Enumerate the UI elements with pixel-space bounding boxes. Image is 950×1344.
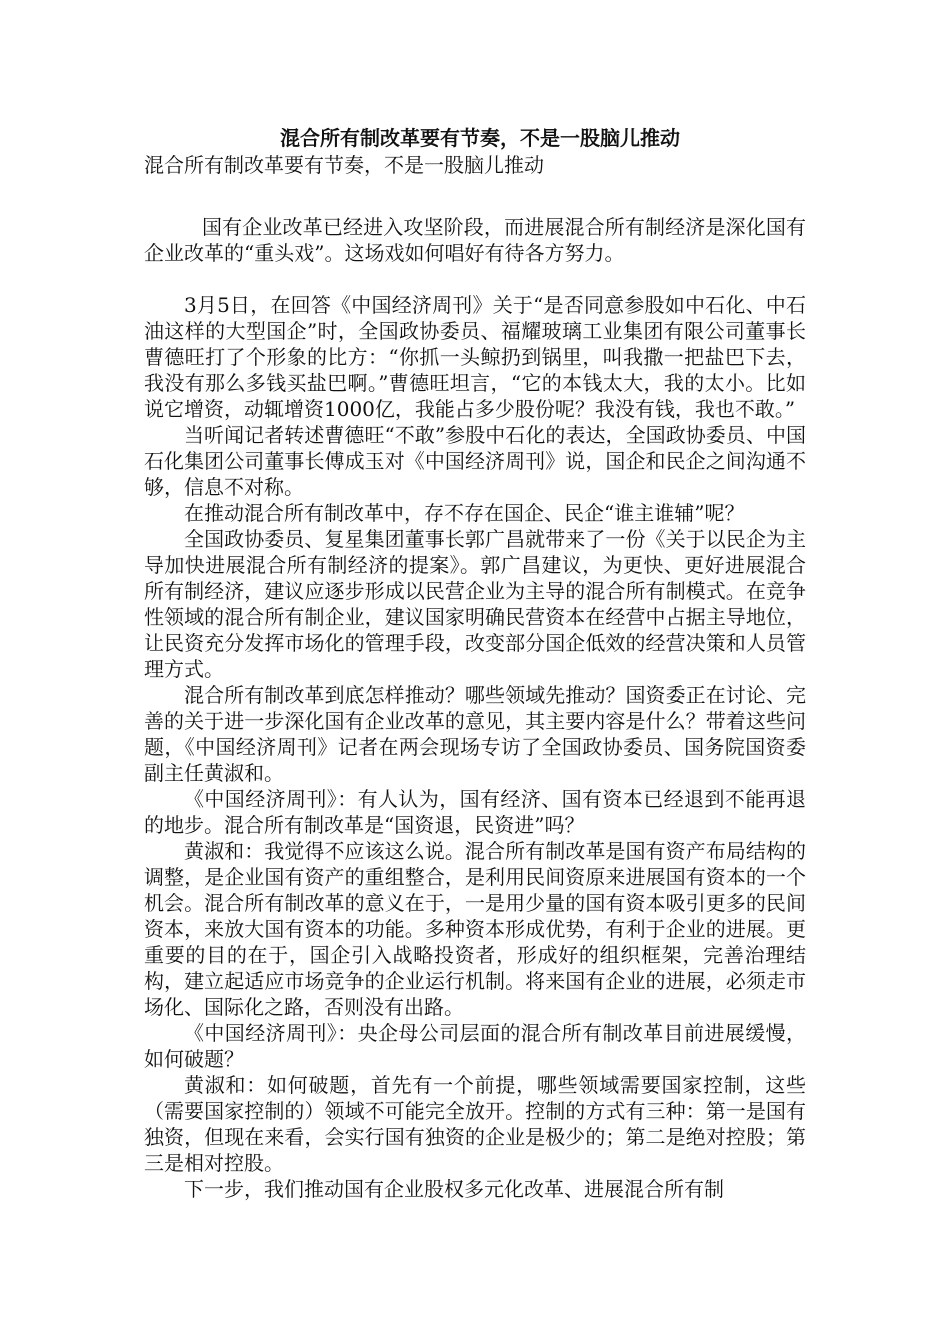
paragraph: 3月5日，在回答《中国经济周刊》关于“是否同意参股如中石化、中石油这样的大型国企”时，全国政协委员、福耀玻璃工业集团有限公司董事长曹德旺打了个形象的比方：“你抓一头鲸扔到锅里，叫我撒一把盐巴下去，我没有那么多钱买盐巴啊。”曹德旺坦言，“它的本钱太大，我的太小。比如说它增资，动辄增资1000亿，我能占多少股份呢？我没有钱，我也不敢。” xyxy=(144,293,806,421)
paragraph: 下一步，我们推动国有企业股权多元化改革、进展混合所有制 xyxy=(184,1177,724,1201)
document-subtitle: 混合所有制改革要有节奏，不是一股脑儿推动 xyxy=(144,153,544,177)
document-title: 混合所有制改革要有节奏，不是一股脑儿推动 xyxy=(280,126,680,150)
paragraph: 全国政协委员、复星集团董事长郭广昌就带来了一份《关于以民企为主导加快进展混合所有制经济的提案》。郭广昌建议，为更快、更好进展混合所有制经济，建议应逐步形成以民营企业为主导的混合所有制模式。在竞争性领域的混合所有制企业，建议国家明确民营资本在经营中占据主导地位，让民资充分发挥市场化的管理手段，改变部分国企低效的经营决策和人员管理方式。 xyxy=(144,527,806,681)
paragraph: 混合所有制改革到底怎样推动？哪些领域先推动？国资委正在讨论、完善的关于进一步深化国有企业改革的意见，其主要内容是什么？带着这些问题，《中国经济周刊》记者在两会现场专访了全国政协委员、国务院国资委副主任黄淑和。 xyxy=(144,683,806,785)
paragraph: 当听闻记者转述曹德旺“不敢”参股中石化的表达，全国政协委员、中国石化集团公司董事长傅成玉对《中国经济周刊》说，国企和民企之间沟通不够，信息不对称。 xyxy=(144,423,806,499)
paragraph: 在推动混合所有制改革中，存不存在国企、民企“谁主谁辅”呢？ xyxy=(184,501,745,525)
paragraph: 《中国经济周刊》：有人认为，国有经济、国有资本已经退到不能再退的地步。混合所有制改革是“国资退，民资进”吗？ xyxy=(144,787,806,837)
paragraph: 《中国经济周刊》：央企母公司层面的混合所有制改革目前进展缓慢，如何破题？ xyxy=(144,1021,806,1071)
paragraph-gap xyxy=(144,266,806,292)
paragraph-intro: 国有企业改革已经进入攻坚阶段，而进展混合所有制经济是深化国有企业改革的“重头戏”。这场戏如何唱好有待各方努力。 xyxy=(144,215,806,265)
paragraph: 黄淑和：如何破题，首先有一个前提，哪些领域需要国家控制，这些（需要国家控制的）领域不可能完全放开。控制的方式有三种：第一是国有独资，但现在来看，会实行国有独资的企业是极少的；第二是绝对控股；第三是相对控股。 xyxy=(144,1073,806,1175)
paragraph: 黄淑和：我觉得不应该这么说。混合所有制改革是国有资产布局结构的调整，是企业国有资产的重组整合，是利用民间资原来进展国有资本的一个机会。混合所有制改革的意义在于，一是用少量的国有资本吸引更多的民间资本，来放大国有资本的功能。多种资本形成优势，有利于企业的进展。更重要的目的在于，国企引入战略投资者，形成好的组织框架，完善治理结构，建立起适应市场竞争的企业运行机制。将来国有企业的进展，必须走市场化、国际化之路，否则没有出路。 xyxy=(144,839,806,1019)
document-body xyxy=(144,124,806,1202)
